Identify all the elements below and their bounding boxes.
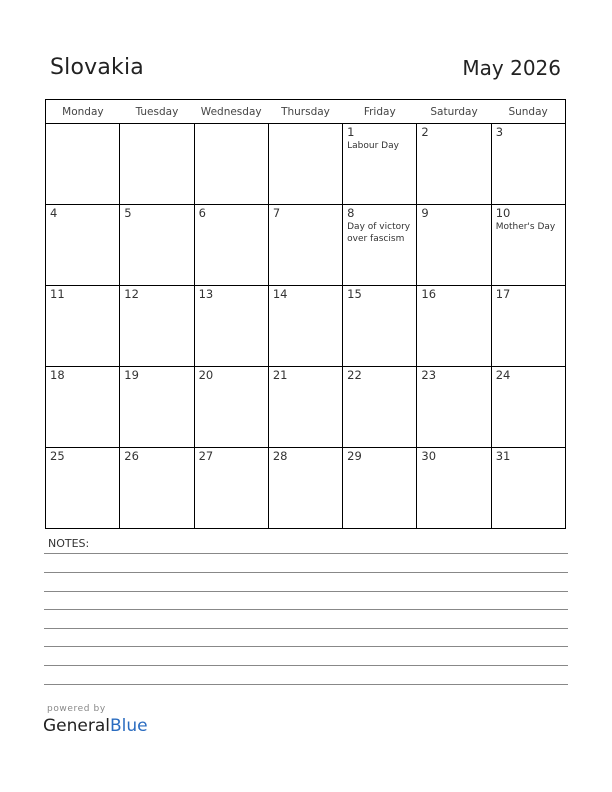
notes-label: NOTES: (48, 537, 90, 550)
notes-line (44, 553, 568, 554)
day-number: 29 (347, 449, 362, 463)
day-cell (491, 124, 565, 205)
day-cell (120, 286, 194, 367)
day-number: 27 (198, 449, 214, 463)
day-cell (417, 367, 491, 448)
day-cell (343, 367, 417, 448)
day-cell (268, 124, 342, 205)
day-number: 3 (495, 125, 504, 139)
week-row (46, 448, 566, 529)
day-cell (46, 367, 120, 448)
holiday-label: Day of victory over fascism (347, 222, 411, 244)
day-number: 20 (198, 368, 214, 382)
day-number: 12 (124, 287, 139, 301)
day-cell (268, 286, 342, 367)
weekday-header-row (46, 100, 566, 124)
week-row (46, 367, 566, 448)
day-cell (343, 205, 417, 286)
country-title: Slovakia (50, 55, 144, 80)
day-number: 6 (198, 206, 206, 220)
week-row (46, 286, 566, 367)
day-cell (194, 367, 268, 448)
notes-line (44, 646, 568, 647)
brand-name-general: General (43, 716, 110, 736)
day-number: 25 (50, 449, 65, 463)
day-cell (268, 367, 342, 448)
day-number: 28 (272, 449, 288, 463)
day-cell (417, 448, 491, 529)
weekday-friday: Friday (343, 100, 417, 124)
day-cell (194, 448, 268, 529)
day-cell (46, 205, 120, 286)
day-cell (491, 367, 565, 448)
day-number: 24 (495, 368, 511, 382)
notes-line (44, 572, 568, 573)
day-cell (268, 205, 342, 286)
holiday-label: Labour Day (347, 141, 399, 151)
brand-logo (43, 716, 148, 736)
day-number: 16 (421, 287, 437, 301)
brand-name-blue: Blue (110, 716, 148, 736)
weekday-thursday: Thursday (268, 100, 342, 124)
weekday-wednesday: Wednesday (194, 100, 268, 124)
day-number: 13 (198, 287, 214, 301)
day-cell (491, 286, 565, 367)
day-cell (417, 286, 491, 367)
day-cell (343, 286, 417, 367)
day-number: 19 (124, 368, 139, 382)
day-cell (491, 448, 565, 529)
day-number: 18 (50, 368, 65, 382)
day-cell (343, 124, 417, 205)
day-number: 11 (50, 287, 65, 301)
day-cell (46, 286, 120, 367)
day-cell (194, 205, 268, 286)
day-number: 8 (347, 206, 355, 220)
day-number: 17 (495, 287, 511, 301)
day-cell (417, 205, 491, 286)
weekday-saturday: Saturday (417, 100, 491, 124)
powered-by-text: powered by (47, 704, 106, 714)
day-number: 26 (124, 449, 139, 463)
weekday-tuesday: Tuesday (120, 100, 194, 124)
notes-line (44, 609, 568, 610)
weekday-monday: Monday (46, 100, 120, 124)
day-number: 9 (421, 206, 429, 220)
day-cell (120, 448, 194, 529)
day-cell (491, 205, 565, 286)
day-cell (120, 205, 194, 286)
day-cell (343, 448, 417, 529)
day-cell (194, 286, 268, 367)
day-cell (268, 448, 342, 529)
day-number: 7 (272, 206, 281, 220)
day-number: 2 (421, 125, 429, 139)
day-cell (120, 124, 194, 205)
day-number: 1 (347, 125, 355, 139)
day-number: 14 (272, 287, 288, 301)
day-number: 23 (421, 368, 437, 382)
day-cell (194, 124, 268, 205)
week-row (46, 205, 566, 286)
day-number: 30 (421, 449, 437, 463)
notes-line (44, 684, 568, 685)
weekday-sunday: Sunday (491, 100, 565, 124)
calendar-grid (45, 99, 566, 529)
holiday-label: Mother's Day (495, 222, 556, 232)
notes-line (44, 665, 568, 666)
day-cell (46, 448, 120, 529)
day-number: 31 (495, 449, 511, 463)
day-number: 15 (347, 287, 362, 301)
day-number: 10 (495, 206, 511, 220)
week-row (46, 124, 566, 205)
month-year-title: May 2026 (462, 56, 561, 80)
notes-line (44, 628, 568, 629)
day-cell (417, 124, 491, 205)
day-number: 22 (347, 368, 362, 382)
notes-line (44, 591, 568, 592)
day-cell (46, 124, 120, 205)
day-number: 4 (50, 206, 58, 220)
day-number: 5 (124, 206, 132, 220)
day-cell (120, 367, 194, 448)
day-number: 21 (272, 368, 288, 382)
